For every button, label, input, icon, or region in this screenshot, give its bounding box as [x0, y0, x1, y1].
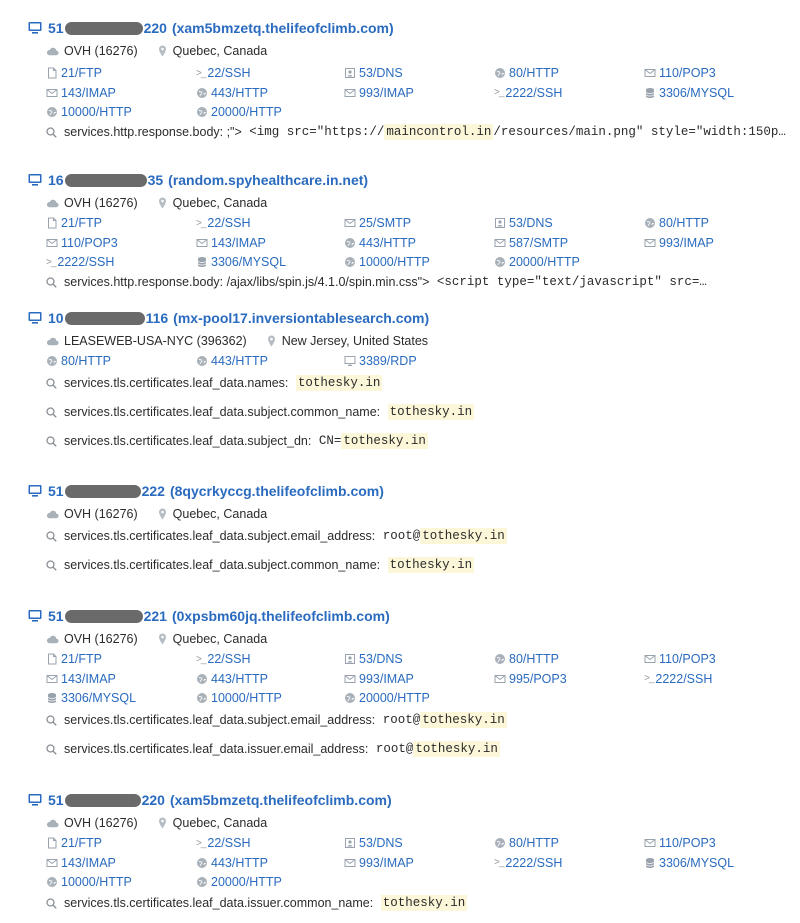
location-pin-icon [158, 817, 167, 829]
match-query [46, 402, 786, 422]
globe-icon [494, 653, 509, 665]
redacted-ip-block [65, 22, 143, 35]
location-pin-icon [158, 633, 167, 645]
host-meta [46, 630, 267, 648]
highlighted-match: tothesky.in [422, 713, 505, 727]
query-field: services.tls.certificates.leaf_data.names: [64, 376, 289, 390]
location-label: Quebec, Canada [172, 507, 268, 521]
search-icon [46, 436, 57, 447]
service-label: 110/POP3 [61, 235, 118, 250]
host-header [28, 481, 384, 501]
hostname: (mx-pool17.inversiontablesearch.com) [173, 310, 430, 326]
location-pin-icon [267, 335, 276, 347]
service-label: 2222/SSH [505, 85, 563, 100]
service-label: 25/SMTP [359, 216, 412, 230]
service-label: 2222/SSH [57, 255, 115, 269]
highlighted-match: tothesky.in [389, 558, 473, 572]
database-icon [46, 692, 61, 704]
query-field: services.tls.certificates.leaf_data.subject.email_address: [64, 529, 376, 543]
location-pin-icon [158, 45, 167, 57]
service-label: 143/IMAP [61, 85, 116, 100]
service-label: 10000/HTTP [211, 691, 282, 705]
search-icon [46, 378, 57, 389]
service-link[interactable] [196, 84, 268, 102]
service-link[interactable] [46, 670, 116, 688]
monitor-icon [28, 173, 42, 187]
service-label: 20000/HTTP [211, 875, 282, 889]
query-field: services.tls.certificates.leaf_data.subject_dn: [64, 434, 312, 448]
service-link[interactable] [344, 689, 430, 707]
service-link[interactable] [196, 234, 266, 252]
service-link[interactable] [644, 834, 716, 852]
query-value [288, 376, 296, 390]
query-field: services.http.response.body: /ajax/libs/spin.js/4.1.0/spin.min.css"> [64, 275, 430, 289]
hostname: (8qycrkyccg.thelifeofclimb.com) [169, 483, 384, 499]
globe-icon [46, 355, 61, 367]
service-label: 53/DNS [359, 652, 403, 666]
redacted-ip-block [65, 312, 145, 325]
monitor-icon [28, 609, 42, 623]
mail-icon [46, 673, 61, 685]
service-link[interactable] [46, 873, 132, 891]
mail-icon [344, 673, 359, 685]
file-icon [46, 653, 61, 665]
service-link[interactable] [344, 234, 416, 252]
service-label: 993/IMAP [359, 855, 414, 870]
hostname: (xam5bmzetq.thelifeofclimb.com) [171, 20, 394, 36]
host-link[interactable] [48, 608, 390, 624]
service-label: 80/HTTP [659, 216, 710, 230]
service-link[interactable] [344, 650, 403, 668]
service-label: 10000/HTTP [61, 875, 132, 889]
service-label: 3389/RDP [359, 354, 417, 368]
service-label: 3306/MYSQL [659, 85, 735, 100]
service-link[interactable] [644, 670, 712, 688]
service-label: 20000/HTTP [211, 105, 282, 119]
service-link[interactable] [46, 103, 132, 121]
service-label: 21/FTP [61, 836, 102, 850]
query-value-tail: /resources/main.png" style="width:150p… [493, 125, 786, 139]
dns-icon [344, 653, 359, 665]
hostname: (random.spyhealthcare.in.net) [168, 172, 369, 188]
host-meta [46, 332, 428, 350]
cloud-icon [46, 633, 59, 646]
mail-icon [644, 653, 659, 665]
ip-suffix: 116 [145, 310, 169, 326]
query-value: root@ [375, 529, 421, 543]
service-link[interactable] [494, 650, 559, 668]
mail-icon [644, 837, 659, 849]
highlighted-match: tothesky.in [422, 529, 505, 543]
service-link[interactable] [344, 214, 411, 232]
search-icon [46, 560, 57, 571]
location-label: New Jersey, United States [281, 334, 429, 348]
service-link[interactable] [46, 352, 111, 370]
globe-icon [344, 237, 359, 249]
cloud-icon [46, 817, 59, 830]
service-link[interactable] [344, 834, 403, 852]
ip-prefix: 51 [48, 792, 64, 808]
host-meta [46, 194, 267, 212]
host-header [28, 170, 368, 190]
hostname: (xam5bmzetq.thelifeofclimb.com) [169, 792, 392, 808]
terminal-icon: >_ [494, 87, 504, 98]
match-query [46, 272, 786, 292]
query-field: services.tls.certificates.leaf_data.subject.common_name: [64, 558, 381, 572]
service-link[interactable] [644, 234, 714, 252]
redacted-ip-block [65, 610, 143, 623]
service-link[interactable] [196, 253, 286, 271]
globe-icon [196, 857, 211, 869]
highlighted-match: tothesky.in [343, 434, 426, 448]
search-icon [46, 277, 57, 288]
query-field: services.tls.certificates.leaf_data.subject.email_address: [64, 713, 376, 727]
globe-icon [494, 837, 509, 849]
query-value [380, 405, 388, 419]
service-link[interactable] [344, 854, 414, 872]
host-link[interactable] [48, 20, 394, 36]
service-label: 10000/HTTP [61, 105, 132, 119]
service-label: 2222/SSH [505, 855, 563, 870]
mail-icon [494, 237, 509, 249]
highlighted-match: maincontrol.in [386, 125, 492, 139]
service-link[interactable] [644, 84, 734, 102]
service-link[interactable] [344, 352, 417, 370]
service-label: 143/IMAP [61, 855, 116, 870]
service-label: 587/SMTP [509, 235, 569, 250]
mail-icon [344, 87, 359, 99]
mail-icon [344, 217, 359, 229]
service-link[interactable] [46, 253, 114, 271]
search-icon [46, 127, 57, 138]
service-link[interactable] [644, 214, 709, 232]
host-link[interactable] [48, 483, 384, 499]
dns-icon [344, 67, 359, 79]
service-label: 22/SSH [207, 66, 251, 80]
service-label: 21/FTP [61, 66, 102, 80]
service-link[interactable] [196, 352, 268, 370]
service-link[interactable] [494, 64, 559, 82]
service-link[interactable] [644, 854, 734, 872]
cloud-icon [46, 335, 59, 348]
host-link[interactable] [48, 172, 368, 188]
service-label: 993/IMAP [359, 671, 414, 686]
match-query [46, 526, 786, 546]
service-label: 2222/SSH [655, 671, 713, 686]
mail-icon [196, 237, 211, 249]
service-label: 53/DNS [509, 216, 553, 230]
monitor-icon [344, 355, 359, 367]
ip-prefix: 51 [48, 20, 64, 36]
service-link[interactable] [46, 234, 118, 252]
dns-icon [494, 217, 509, 229]
mail-icon [494, 673, 509, 685]
match-query [46, 373, 786, 393]
service-link[interactable] [196, 834, 251, 852]
service-link[interactable] [344, 64, 403, 82]
service-link[interactable] [196, 214, 251, 232]
service-link[interactable] [644, 650, 716, 668]
asn-label: OVH (16276) [64, 507, 138, 521]
globe-icon [494, 67, 509, 79]
dns-icon [344, 837, 359, 849]
search-icon [46, 715, 57, 726]
terminal-icon: >_ [494, 857, 504, 868]
service-label: 80/HTTP [509, 652, 560, 666]
database-icon [644, 87, 659, 99]
cloud-icon [46, 197, 59, 210]
monitor-icon [28, 21, 42, 35]
query-field: services.http.response.body: ;"> [64, 125, 242, 139]
service-label: 3306/MYSQL [61, 691, 137, 705]
asn-label: OVH (16276) [64, 632, 138, 646]
service-link[interactable] [494, 84, 562, 102]
ip-suffix: 220 [143, 20, 167, 36]
query-field: services.tls.certificates.leaf_data.subject.common_name: [64, 405, 381, 419]
match-query [46, 431, 786, 451]
service-label: 21/FTP [61, 216, 102, 230]
location-label: Quebec, Canada [172, 816, 268, 830]
service-label: 21/FTP [61, 652, 102, 666]
query-field: services.tls.certificates.leaf_data.issuer.common_name: [64, 896, 374, 910]
match-query [46, 710, 786, 730]
query-field: services.tls.certificates.leaf_data.issuer.email_address: [64, 742, 369, 756]
mail-icon [644, 237, 659, 249]
service-label: 993/IMAP [659, 235, 714, 250]
terminal-icon: >_ [46, 256, 56, 268]
search-icon [46, 744, 57, 755]
service-label: 3306/MYSQL [659, 855, 735, 870]
query-value: <script type="text/javascript" src=… [429, 275, 707, 289]
match-query [46, 122, 786, 142]
ip-prefix: 16 [48, 172, 64, 188]
host-header [28, 308, 429, 328]
service-link[interactable] [344, 84, 414, 102]
file-icon [46, 837, 61, 849]
ip-suffix: 220 [141, 792, 165, 808]
globe-icon [344, 692, 359, 704]
service-label: 110/POP3 [659, 652, 716, 666]
globe-icon [196, 355, 211, 367]
service-label: 995/POP3 [509, 671, 567, 686]
service-link[interactable] [196, 650, 251, 668]
host-header [28, 18, 394, 38]
service-link[interactable] [494, 214, 553, 232]
monitor-icon [28, 484, 42, 498]
service-label: 3306/MYSQL [211, 255, 287, 269]
service-label: 443/HTTP [211, 354, 268, 368]
service-link[interactable] [46, 689, 136, 707]
mail-icon [344, 857, 359, 869]
service-link[interactable] [46, 214, 102, 232]
service-link[interactable] [196, 670, 268, 688]
ip-prefix: 10 [48, 310, 64, 326]
search-icon [46, 531, 57, 542]
highlighted-match: tothesky.in [415, 742, 498, 756]
globe-icon [196, 692, 211, 704]
globe-icon [344, 256, 359, 268]
file-icon [46, 217, 61, 229]
match-query [46, 893, 786, 913]
host-header [28, 790, 392, 810]
service-label: 22/SSH [207, 836, 251, 850]
service-link[interactable] [644, 64, 716, 82]
service-label: 993/IMAP [359, 85, 414, 100]
service-label: 143/IMAP [211, 235, 266, 250]
mail-icon [46, 857, 61, 869]
service-label: 443/HTTP [359, 235, 416, 250]
service-link[interactable] [494, 234, 568, 252]
mail-icon [46, 87, 61, 99]
service-label: 443/HTTP [211, 85, 268, 100]
ip-suffix: 221 [143, 608, 167, 624]
service-link[interactable] [494, 854, 562, 872]
query-value: root@ [375, 713, 421, 727]
terminal-icon: >_ [196, 67, 206, 79]
mail-icon [644, 67, 659, 79]
globe-icon [644, 217, 659, 229]
service-label: 110/POP3 [659, 66, 716, 80]
service-label: 443/HTTP [211, 671, 268, 686]
service-label: 22/SSH [207, 652, 251, 666]
search-icon [46, 898, 57, 909]
service-link[interactable] [494, 670, 567, 688]
database-icon [196, 256, 211, 268]
ip-suffix: 222 [141, 483, 165, 499]
redacted-ip-block [65, 794, 141, 807]
asn-label: OVH (16276) [64, 44, 138, 58]
host-link[interactable] [48, 792, 392, 808]
search-icon [46, 407, 57, 418]
globe-icon [196, 106, 211, 118]
service-label: 53/DNS [359, 836, 403, 850]
globe-icon [196, 876, 211, 888]
service-link[interactable] [494, 253, 580, 271]
database-icon [644, 857, 659, 869]
location-pin-icon [158, 197, 167, 209]
host-link[interactable] [48, 310, 429, 326]
service-label: 80/HTTP [509, 66, 560, 80]
location-pin-icon [158, 508, 167, 520]
service-link[interactable] [46, 650, 102, 668]
location-label: Quebec, Canada [172, 196, 268, 210]
cloud-icon [46, 45, 59, 58]
service-link[interactable] [46, 854, 116, 872]
location-label: Quebec, Canada [172, 632, 268, 646]
service-link[interactable] [344, 670, 414, 688]
service-link[interactable] [196, 873, 282, 891]
highlighted-match: tothesky.in [389, 405, 473, 419]
asn-label: OVH (16276) [64, 196, 138, 210]
service-label: 20000/HTTP [509, 255, 580, 269]
match-query [46, 555, 786, 575]
globe-icon [196, 673, 211, 685]
asn-label: LEASEWEB-USA-NYC (396362) [64, 334, 247, 348]
location-label: Quebec, Canada [172, 44, 268, 58]
service-label: 80/HTTP [509, 836, 560, 850]
service-link[interactable] [196, 64, 251, 82]
ip-prefix: 51 [48, 483, 64, 499]
service-label: 20000/HTTP [359, 691, 430, 705]
service-link[interactable] [344, 253, 430, 271]
host-meta [46, 42, 267, 60]
asn-label: OVH (16276) [64, 816, 138, 830]
service-label: 22/SSH [207, 216, 251, 230]
highlighted-match: tothesky.in [382, 896, 466, 910]
terminal-icon: >_ [644, 673, 654, 684]
globe-icon [46, 876, 61, 888]
file-icon [46, 67, 61, 79]
service-label: 80/HTTP [61, 354, 112, 368]
monitor-icon [28, 793, 42, 807]
service-link[interactable] [46, 84, 116, 102]
query-value: CN= [311, 434, 342, 448]
globe-icon [196, 87, 211, 99]
service-label: 53/DNS [359, 66, 403, 80]
query-value [373, 896, 381, 910]
redacted-ip-block [65, 485, 141, 498]
query-value: <img src="https:// [241, 125, 385, 139]
hostname: (0xpsbm60jq.thelifeofclimb.com) [171, 608, 390, 624]
service-link[interactable] [494, 834, 559, 852]
ip-prefix: 51 [48, 608, 64, 624]
mail-icon [46, 237, 61, 249]
service-label: 10000/HTTP [359, 255, 430, 269]
match-query [46, 739, 786, 759]
terminal-icon: >_ [196, 837, 206, 849]
query-value [380, 558, 388, 572]
service-link[interactable] [196, 854, 268, 872]
host-meta [46, 505, 267, 523]
service-link[interactable] [46, 64, 102, 82]
host-header [28, 606, 390, 626]
host-meta [46, 814, 267, 832]
cloud-icon [46, 508, 59, 521]
globe-icon [46, 106, 61, 118]
redacted-ip-block [65, 174, 147, 187]
service-label: 443/HTTP [211, 855, 268, 870]
service-label: 110/POP3 [659, 836, 716, 850]
service-link[interactable] [46, 834, 102, 852]
service-link[interactable] [196, 103, 282, 121]
highlighted-match: tothesky.in [297, 376, 381, 390]
service-link[interactable] [196, 689, 282, 707]
service-label: 143/IMAP [61, 671, 116, 686]
query-value: root@ [368, 742, 414, 756]
ip-suffix: 35 [147, 172, 164, 188]
globe-icon [494, 256, 509, 268]
monitor-icon [28, 311, 42, 325]
terminal-icon: >_ [196, 217, 206, 229]
terminal-icon: >_ [196, 653, 206, 665]
